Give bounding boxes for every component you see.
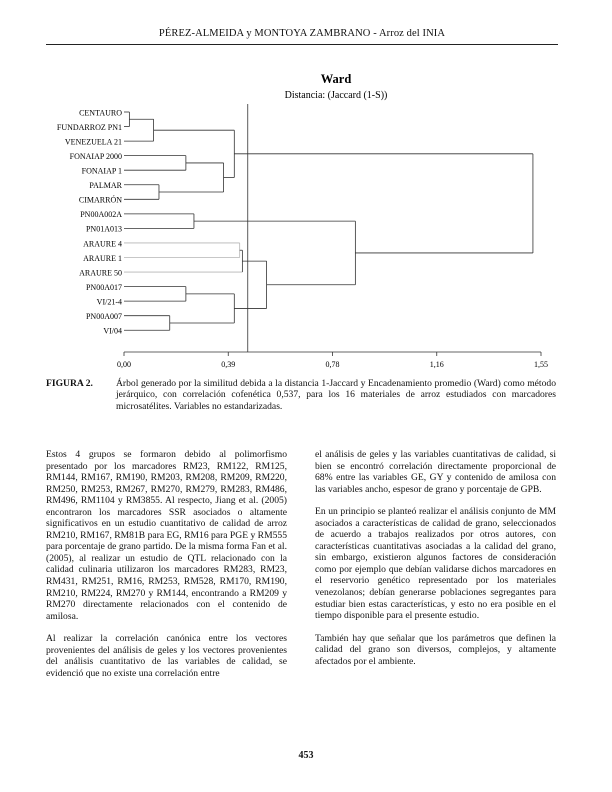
header-rule [46, 44, 558, 45]
body-paragraph: Al realizar la correlación canónica entre los vectores provenientes del análisis de geles y los vectores provenientes del análisis cuantitativo de las variables de calidad, se evidenció que no existe una correlación entre [46, 633, 287, 679]
x-tick-label: 0,39 [221, 360, 236, 369]
x-tick-label: 0,00 [117, 360, 131, 369]
x-tick-label: 1,16 [429, 360, 444, 369]
leaf-label: VI/21-4 [96, 297, 122, 307]
leaf-label: CIMARRÓN [78, 195, 122, 205]
x-tick-label: 0,78 [325, 360, 340, 369]
figure-subtitle: Distancia: (Jaccard (1-S)) [284, 90, 388, 101]
leaf-label: VENEZUELA 21 [64, 137, 122, 147]
body-paragraph: Estos 4 grupos se formaron debido al polimorfismo presentado por los marcadores RM23, RM122, RM125, RM144, RM167, RM190, RM203, RM208, RM209, RM220, RM250, RM253, RM267, RM270, RM279, RM283, RM486, RM496, RM1104 y RM3855. Al respecto, Jiang et al. (2005) encontraron los marcadores SSR asociados o altamente significativos en un estudio cuantitativo de calidad de arroz RM210, RM167, RM81B para EG, RM16 para PGE y RM555 para porcentaje de grano partido. De la misma forma Fan et al. (2005), al realizar un estudio de QTL relacionado con la calidad culinaria utilizaron los marcadores RM283, RM23, RM431, RM251, RM16, RM253, RM528, RM170, RM190, RM210, RM224, RM270 y RM144, encontrando a RM209 y RM270 directamente relacionados con el contenido de amilosa. [46, 449, 287, 622]
body-paragraph: el análisis de geles y las variables cuantitativas de calidad, si bien se encontró correlación directamente proporcional de 68% entre las variables GE, GY y contenido de amilosa con las variables ancho, espesor de grano y porcentaje de GPB. [315, 449, 556, 495]
leaf-label: PN00A002A [80, 210, 122, 220]
left-column [46, 449, 287, 690]
leaf-label: FONAIAP 1 [81, 166, 122, 176]
body-paragraph: También hay que señalar que los parámetros que definen la calidad del grano son diversos, complejos, y altamente afectados por el ambiente. [315, 632, 556, 667]
figure-caption-text: Árbol generado por la similitud debida a la distancia 1-Jaccard y Encadenamiento promedio (Ward) como método jerárquico, con correlación cofenética 0,537, para los 16 materiales de arroz estudiados con marcadores microsatélites. Variables no estandarizadas. [116, 378, 556, 412]
leaf-label: ARAURE 4 [83, 239, 122, 249]
figure-caption-label: FIGURA 2. [46, 378, 93, 389]
leaf-label: PALMAR [89, 181, 122, 191]
right-column [315, 449, 556, 678]
leaf-label: PN00A017 [85, 282, 122, 292]
leaf-label: VI/04 [103, 326, 122, 336]
leaf-label: CENTAURO [79, 108, 122, 118]
leaf-label: PN00A007 [85, 312, 122, 321]
figure-title: Ward [320, 72, 352, 86]
x-tick-label: 1,55 [534, 360, 548, 369]
leaf-label: FONAIAP 2000 [69, 151, 122, 161]
body-paragraph: En un principio se planteó realizar el análisis conjunto de MM asociados a características de calidad de grano, seleccionados de acuerdo a trabajos realizados por otros autores, con características cuantitativas asociadas a la calidad del grano, sin embargo, existieron algunos factores de consideración como por ejemplo que debían validarse dichos marcadores en el reservorio genético representado por los materiales venezolanos; debían generarse poblaciones segregantes para estudiar bien estas características, y esto no era posible en el tiempo disponible para el presente estudio. [315, 506, 556, 622]
leaf-label: ARAURE 1 [83, 253, 122, 263]
page-number: 453 [298, 750, 314, 761]
dendrogram-figure [0, 60, 612, 370]
running-header: PÉREZ-ALMEIDA y MONTOYA ZAMBRANO - Arroz del INIA [158, 28, 446, 39]
leaf-label: FUNDARROZ PN1 [56, 122, 122, 132]
leaf-label: PN01A013 [85, 224, 122, 234]
leaf-label: ARAURE 50 [79, 268, 122, 278]
